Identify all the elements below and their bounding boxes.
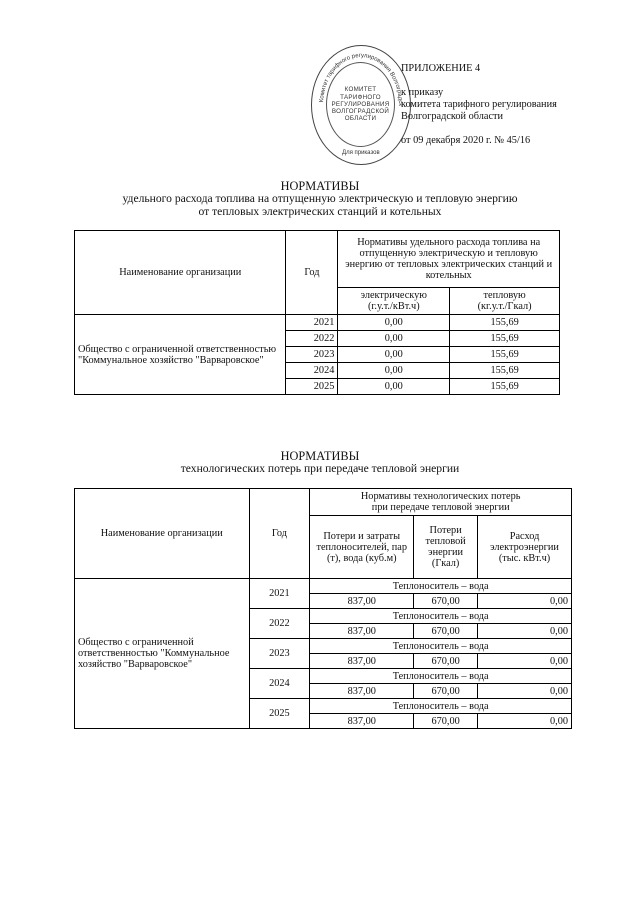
header-fuel-group: Нормативы удельного расхода топлива на отпущенную электрическую и тепловую энергию от тепловых электрических станций и котельных — [338, 231, 560, 288]
appendix-number: ПРИЛОЖЕНИЕ 4 — [401, 63, 481, 74]
section1-heading — [0, 180, 640, 218]
table-row — [75, 315, 560, 331]
appendix-region: Волгоградской области — [401, 111, 504, 122]
header-electric-unit: (г.у.т./кВт.ч) — [367, 301, 420, 312]
header-coolant-losses: Потери и затраты теплоносителей, пар (т), вода (куб.м) — [310, 516, 414, 579]
power-usage-cell: 0,00 — [478, 714, 572, 729]
seal-line: ОБЛАСТИ — [344, 115, 377, 123]
header-loss-group-line1: Нормативы технологических потерь — [360, 491, 521, 502]
seal-line: КОМИТЕТ — [344, 86, 377, 94]
header-thermal-unit: (кг.у.т./Гкал) — [477, 301, 532, 312]
carrier-cell: Теплоноситель – вода — [310, 699, 572, 714]
thermal-cell: 155,69 — [450, 379, 560, 395]
section2-title: НОРМАТИВЫ — [280, 449, 360, 463]
header-thermal-label: тепловую — [483, 290, 526, 301]
official-seal — [311, 45, 411, 165]
heat-losses-cell: 670,00 — [414, 714, 478, 729]
year-cell: 2024 — [286, 363, 338, 379]
section1-title: НОРМАТИВЫ — [280, 179, 360, 193]
electric-cell: 0,00 — [338, 363, 450, 379]
power-usage-cell: 0,00 — [478, 594, 572, 609]
carrier-cell: Теплоноситель – вода — [310, 639, 572, 654]
section2-heading — [0, 450, 640, 476]
year-cell: 2021 — [249, 579, 310, 609]
header-heat-losses: Потери тепловой энергии (Гкал) — [414, 516, 478, 579]
carrier-cell: Теплоноситель – вода — [310, 669, 572, 684]
fuel-norms-table — [74, 230, 560, 395]
coolant-losses-cell: 837,00 — [310, 684, 414, 699]
thermal-cell: 155,69 — [450, 315, 560, 331]
header-loss-group-line2: при передаче тепловой энергии — [371, 502, 510, 513]
appendix-block — [401, 63, 557, 147]
heat-losses-cell: 670,00 — [414, 654, 478, 669]
section1-subtitle-2: от тепловых электрических станций и котельных — [198, 204, 442, 218]
seal-line: ВОЛГОГРАДСКОЙ — [331, 108, 390, 116]
section1-subtitle-1: удельного расхода топлива на отпущенную электрическую и тепловую энергию — [122, 191, 518, 205]
appendix-date: от 09 декабря 2020 г. № 45/16 — [401, 135, 531, 146]
heat-losses-cell: 670,00 — [414, 594, 478, 609]
table-header-row — [75, 489, 572, 516]
coolant-losses-cell: 837,00 — [310, 594, 414, 609]
header-year: Год — [286, 231, 338, 315]
heat-losses-cell: 670,00 — [414, 624, 478, 639]
header-power-usage: Расход электроэнергии (тыс. кВт.ч) — [478, 516, 572, 579]
thermal-cell: 155,69 — [450, 331, 560, 347]
electric-cell: 0,00 — [338, 347, 450, 363]
table-header-row — [75, 231, 560, 288]
section2-subtitle: технологических потерь при передаче тепловой энергии — [180, 461, 460, 475]
carrier-cell: Теплоноситель – вода — [310, 609, 572, 624]
year-cell: 2023 — [249, 639, 310, 669]
coolant-losses-cell: 837,00 — [310, 654, 414, 669]
electric-cell: 0,00 — [338, 315, 450, 331]
appendix-committee: комитета тарифного регулирования — [401, 99, 557, 110]
header-thermal — [450, 288, 560, 315]
seal-line: РЕГУЛИРОВАНИЯ — [331, 100, 390, 108]
carrier-cell: Теплоноситель – вода — [310, 579, 572, 594]
year-cell: 2024 — [249, 669, 310, 699]
header-org: Наименование организации — [75, 489, 250, 579]
thermal-cell: 155,69 — [450, 347, 560, 363]
seal-bottom-text: Для приказов — [342, 150, 380, 156]
power-usage-cell: 0,00 — [478, 654, 572, 669]
year-cell: 2022 — [286, 331, 338, 347]
header-electric — [338, 288, 450, 315]
appendix-order: к приказу — [401, 87, 444, 98]
org-name-cell: Общество с ограниченной ответственностью "Коммунальное хозяйство "Варваровское" — [75, 579, 250, 729]
seal-center — [326, 62, 395, 147]
coolant-losses-cell: 837,00 — [310, 624, 414, 639]
seal-line: ТАРИФНОГО — [340, 93, 381, 101]
table-row — [75, 579, 572, 594]
heat-losses-cell: 670,00 — [414, 684, 478, 699]
header-loss-group — [310, 489, 572, 516]
year-cell: 2025 — [249, 699, 310, 729]
year-cell: 2021 — [286, 315, 338, 331]
year-cell: 2023 — [286, 347, 338, 363]
heat-loss-norms-table — [74, 488, 572, 729]
org-name-cell: Общество с ограниченной ответственностью "Коммунальное хозяйство "Варваровское" — [75, 315, 286, 395]
seal-ring-label: Комитет тарифного регулирования Волгоградск — [318, 52, 403, 106]
thermal-cell: 155,69 — [450, 363, 560, 379]
electric-cell: 0,00 — [338, 331, 450, 347]
power-usage-cell: 0,00 — [478, 624, 572, 639]
year-cell: 2022 — [249, 609, 310, 639]
year-cell: 2025 — [286, 379, 338, 395]
power-usage-cell: 0,00 — [478, 684, 572, 699]
header-org: Наименование организации — [75, 231, 286, 315]
header-year: Год — [249, 489, 310, 579]
coolant-losses-cell: 837,00 — [310, 714, 414, 729]
header-electric-label: электрическую — [360, 290, 427, 301]
electric-cell: 0,00 — [338, 379, 450, 395]
